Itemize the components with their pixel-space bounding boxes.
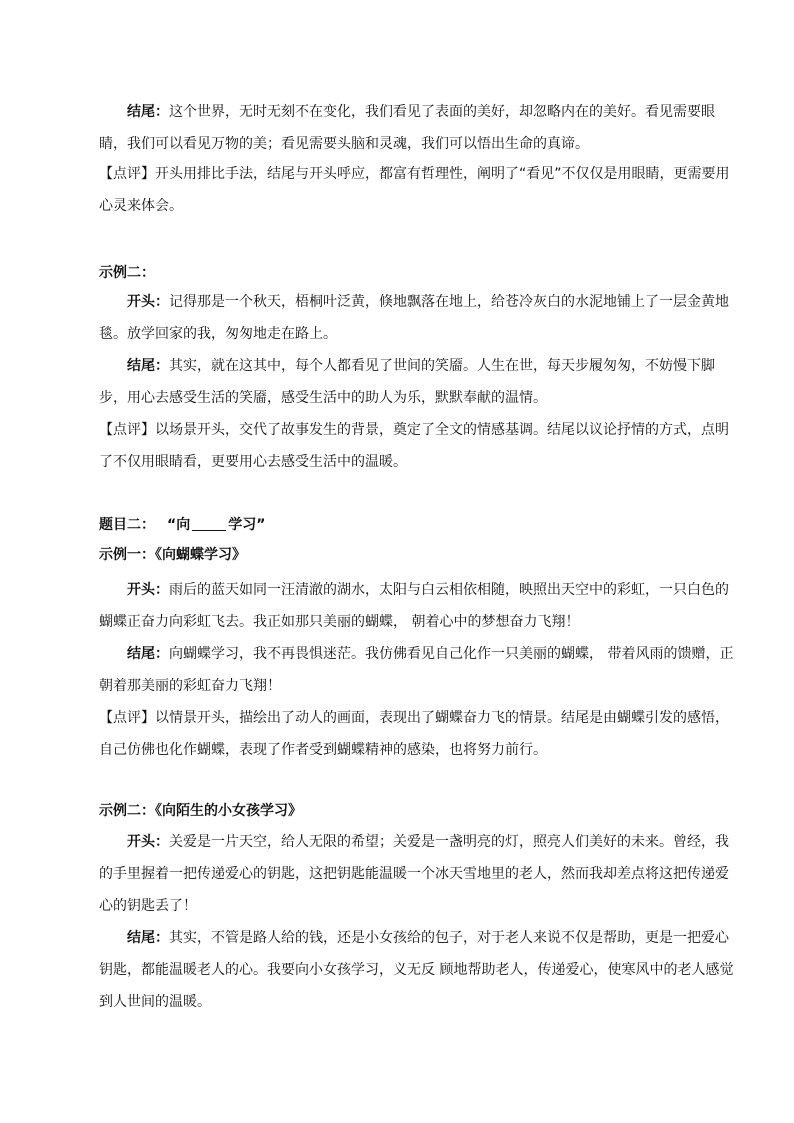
comment-label: 【点评】 <box>99 422 155 438</box>
topic-title <box>99 514 265 536</box>
comment-paragraph-1 <box>99 158 739 222</box>
topic-title-suffix: 学习” <box>228 517 266 533</box>
ending-label: 结尾： <box>127 104 169 120</box>
opening-text: 关爱是一片天空，给人无限的希望；关爱是一盏明亮的灯，照亮人们美好的未来。曾经，我的手里握着一把传递爱心的钥匙，这把钥匙能温暖一个冰天雪地里的老人，然而我却差点将这把传递爱心的钥匙丢了！ <box>99 834 729 914</box>
ending-text: 这个世界，无时无刻不在变化，我们看见了表面的美好，却忽略内在的美好。看见需要眼睛，我们可以看见万物的美；看见需要头脑和灵魂，我们可以悟出生命的真谛。 <box>99 104 715 152</box>
topic-label: 题目二： <box>99 517 155 533</box>
comment-label: 【点评】 <box>99 166 155 182</box>
opening-label: 开头： <box>127 294 169 310</box>
example-heading-4: 示例二：《向陌生的小女孩学习》 <box>99 803 302 819</box>
comment-text: 以场景开头，交代了故事发生的背景，奠定了全文的情感基调。结尾以议论抒情的方式，点明了不仅用眼睛看，更要用心去感受生活中的温暖。 <box>99 422 729 470</box>
ending-text: 其实，不管是路人给的钱，还是小女孩给的包子，对于老人来说不仅是帮助，更是一把爱心钥匙，都能温暖老人的心。我要向小女孩学习，义无反 顾地帮助老人，传递爱心，使寒风中的老人感觉到人世间的温暖。 <box>99 930 734 1010</box>
comment-paragraph-3 <box>99 702 739 766</box>
opening-paragraph-2 <box>99 286 739 350</box>
opening-paragraph-3 <box>99 574 739 638</box>
ending-paragraph-2 <box>99 350 739 414</box>
ending-paragraph-1 <box>99 96 739 160</box>
fill-in-blank <box>192 516 226 531</box>
comment-text: 以情景开头，描绘出了动人的画面，表现出了蝴蝶奋力飞的情景。结尾是由蝴蝶引发的感悟，自己仿佛也化作蝴蝶，表现了作者受到蝴蝶精神的感染，也将努力前行。 <box>99 710 729 758</box>
example-heading-2: 示例二： <box>99 265 155 281</box>
ending-paragraph-3 <box>99 638 739 702</box>
ending-label: 结尾： <box>127 930 169 946</box>
opening-paragraph-4 <box>99 826 739 922</box>
ending-label: 结尾： <box>127 358 169 374</box>
opening-text: 记得那是一个秋天，梧桐叶泛黄，倏地飘落在地上，给苍冷灰白的水泥地铺上了一层金黄地毯。放学回家的我，匆匆地走在路上。 <box>99 294 729 342</box>
ending-text: 其实，就在这其中，每个人都看见了世间的笑靥。人生在世，每天步履匆匆，不妨慢下脚步，用心去感受生活的笑靥，感受生活中的助人为乐，默默奉献的温情。 <box>99 358 715 406</box>
comment-label: 【点评】 <box>99 710 155 726</box>
opening-label: 开头： <box>127 582 169 598</box>
comment-paragraph-2 <box>99 414 739 478</box>
opening-text: 雨后的蓝天如同一汪清澈的湖水，太阳与白云相依相随，映照出天空中的彩虹，一只白色的蝴蝶正奋力向彩虹飞去。我正如那只美丽的蝴蝶， 朝着心中的梦想奋力飞翔！ <box>99 582 729 630</box>
ending-label: 结尾： <box>127 646 169 662</box>
comment-text: 开头用排比手法，结尾与开头呼应，都富有哲理性，阐明了“看见”不仅仅是用眼睛，更需要用心灵来体会。 <box>99 166 730 214</box>
topic-title-prefix: “向 <box>167 517 191 533</box>
ending-text: 向蝴蝶学习，我不再畏惧迷茫。我仿佛看见自己化作一只美丽的蝴蝶， 带着风雨的馈赠，正朝着那美丽的彩虹奋力飞翔！ <box>99 646 734 694</box>
ending-paragraph-4 <box>99 922 739 1018</box>
opening-label: 开头： <box>127 834 169 850</box>
example-heading-3: 示例一：《向蝴蝶学习》 <box>99 547 246 563</box>
